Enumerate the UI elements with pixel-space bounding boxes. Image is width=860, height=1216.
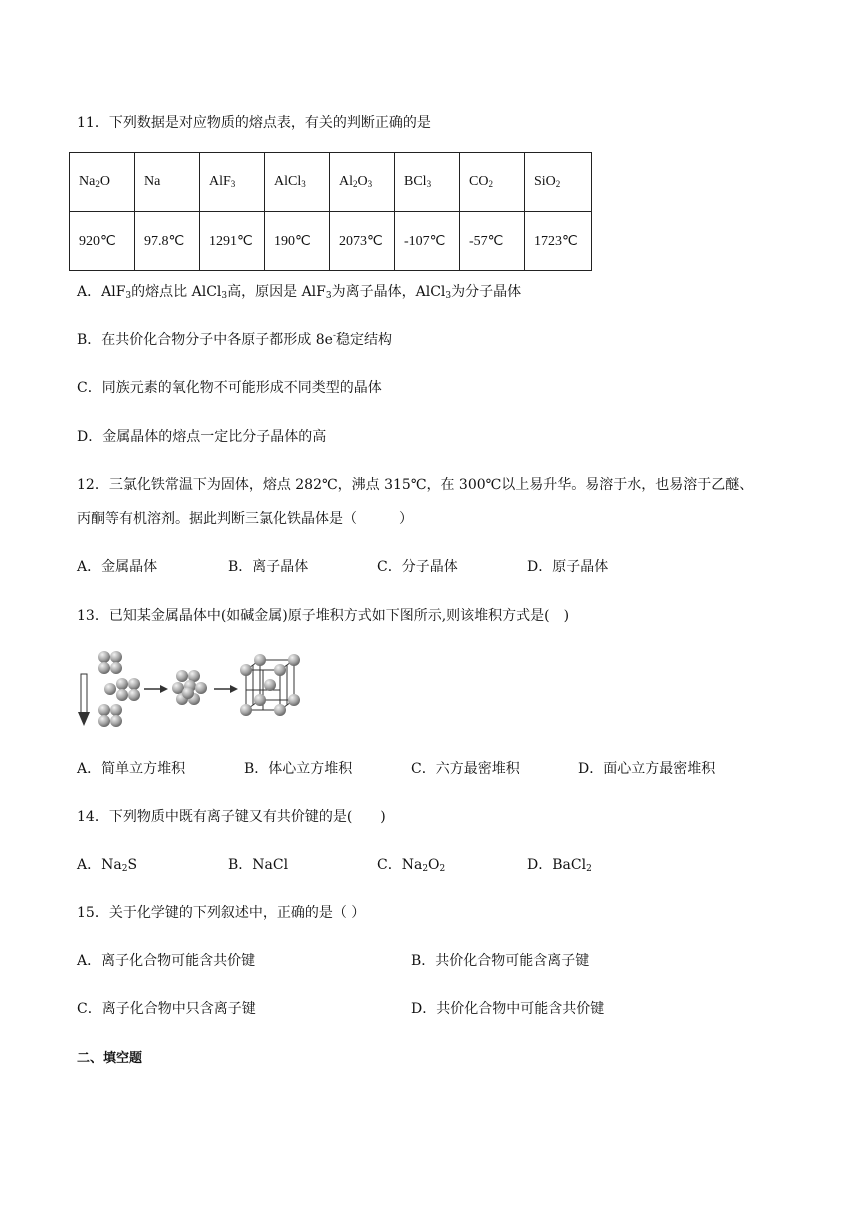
right-arrow-icon <box>144 685 168 693</box>
sphere-cluster-icon <box>172 670 207 705</box>
table-cell: 97.8℃ <box>135 212 200 271</box>
section-title: 二、填空题 <box>77 1051 143 1066</box>
right-arrow-icon <box>214 685 238 693</box>
table-cell-alf3: AlF$_3$ <box>200 153 265 212</box>
q11-option-c: C．同族元素的氧化物不可能形成不同类型的晶体 <box>77 380 382 396</box>
table-cell-co2: $CO_2$ <box>460 153 525 212</box>
q14-option-c: C．$Na_2O_2$ <box>377 857 446 874</box>
packing-figure <box>74 646 306 732</box>
q11-stem: 11．下列数据是对应物质的熔点表，有关的判断正确的是 <box>77 115 431 131</box>
q13-option-d: D．面心立方最密堆积 <box>578 761 716 777</box>
table-row-formulas <box>70 153 592 212</box>
down-arrow-icon <box>78 674 90 726</box>
q12-stem-line1: 12．三氯化铁常温下为固体，熔点 282℃，沸点 315℃，在 300℃以上易升华。易溶于水，也易溶于乙醚、 <box>77 477 754 493</box>
q12-option-c: C．分子晶体 <box>377 559 458 575</box>
q14-option-d: D．BaCl$_2$ <box>527 857 592 874</box>
table-cell: 190℃ <box>265 212 330 271</box>
q13-option-c: C．六方最密堆积 <box>411 761 520 777</box>
q13-option-b: B．体心立方堆积 <box>244 761 353 777</box>
table-cell-al2o3: $Al_2O_3$ <box>330 153 395 212</box>
q14-option-a: A．$Na_2S$ <box>77 857 138 874</box>
q15-option-c: C．离子化合物中只含离子键 <box>77 1001 256 1017</box>
table-cell: 920℃ <box>70 212 135 271</box>
q15-option-b: B．共价化合物可能含离子键 <box>411 953 590 969</box>
q13-stem: 13．已知某金属晶体中(如碱金属)原子堆积方式如下图所示,则该堆积方式是( ) <box>77 608 570 624</box>
table-cell-alcl3: AlCl$_3$ <box>265 153 330 212</box>
table-cell: 1723℃ <box>525 212 592 271</box>
table-cell-sio2: SiO$_2$ <box>525 153 592 212</box>
bcc-atoms <box>240 654 300 716</box>
q12-stem-line2: 丙酮等有机溶剂。据此判断三氯化铁晶体是（ ） <box>77 511 413 527</box>
table-cell: -107℃ <box>395 212 460 271</box>
q12-option-d: D．原子晶体 <box>527 559 609 575</box>
sphere-layers-icon <box>98 651 140 727</box>
table-cell-bcl3: BCl$_3$ <box>395 153 460 212</box>
q13-option-a: A．简单立方堆积 <box>77 761 186 777</box>
q12-option-b: B．离子晶体 <box>228 559 309 575</box>
q11-option-b: B．在共价化合物分子中各原子都形成 8e-稳定结构 <box>77 331 392 348</box>
q11-option-d: D．金属晶体的熔点一定比分子晶体的高 <box>77 429 327 445</box>
table-cell: 2073℃ <box>330 212 395 271</box>
q15-stem: 15．关于化学键的下列叙述中，正确的是（ ） <box>77 905 366 921</box>
table-row-values <box>70 212 592 271</box>
q11-option-a: A．AlF$_3$的熔点比 AlCl$_3$高，原因是 AlF$_3$为离子晶体，AlCl$_3$为分子晶体 <box>77 284 522 301</box>
table-cell-na2o: $Na_2O$ <box>70 153 135 212</box>
melting-point-table <box>69 152 592 271</box>
q15-option-a: A．离子化合物可能含共价键 <box>77 953 256 969</box>
q14-option-b: B．NaCl <box>228 857 289 873</box>
table-cell: -57℃ <box>460 212 525 271</box>
q12-option-a: A．金属晶体 <box>77 559 158 575</box>
table-cell: 1291℃ <box>200 212 265 271</box>
q14-stem: 14．下列物质中既有离子键又有共价键的是( ) <box>77 809 386 825</box>
q15-option-d: D．共价化合物中可能含共价键 <box>411 1001 605 1017</box>
table-cell-na: Na <box>135 153 200 212</box>
